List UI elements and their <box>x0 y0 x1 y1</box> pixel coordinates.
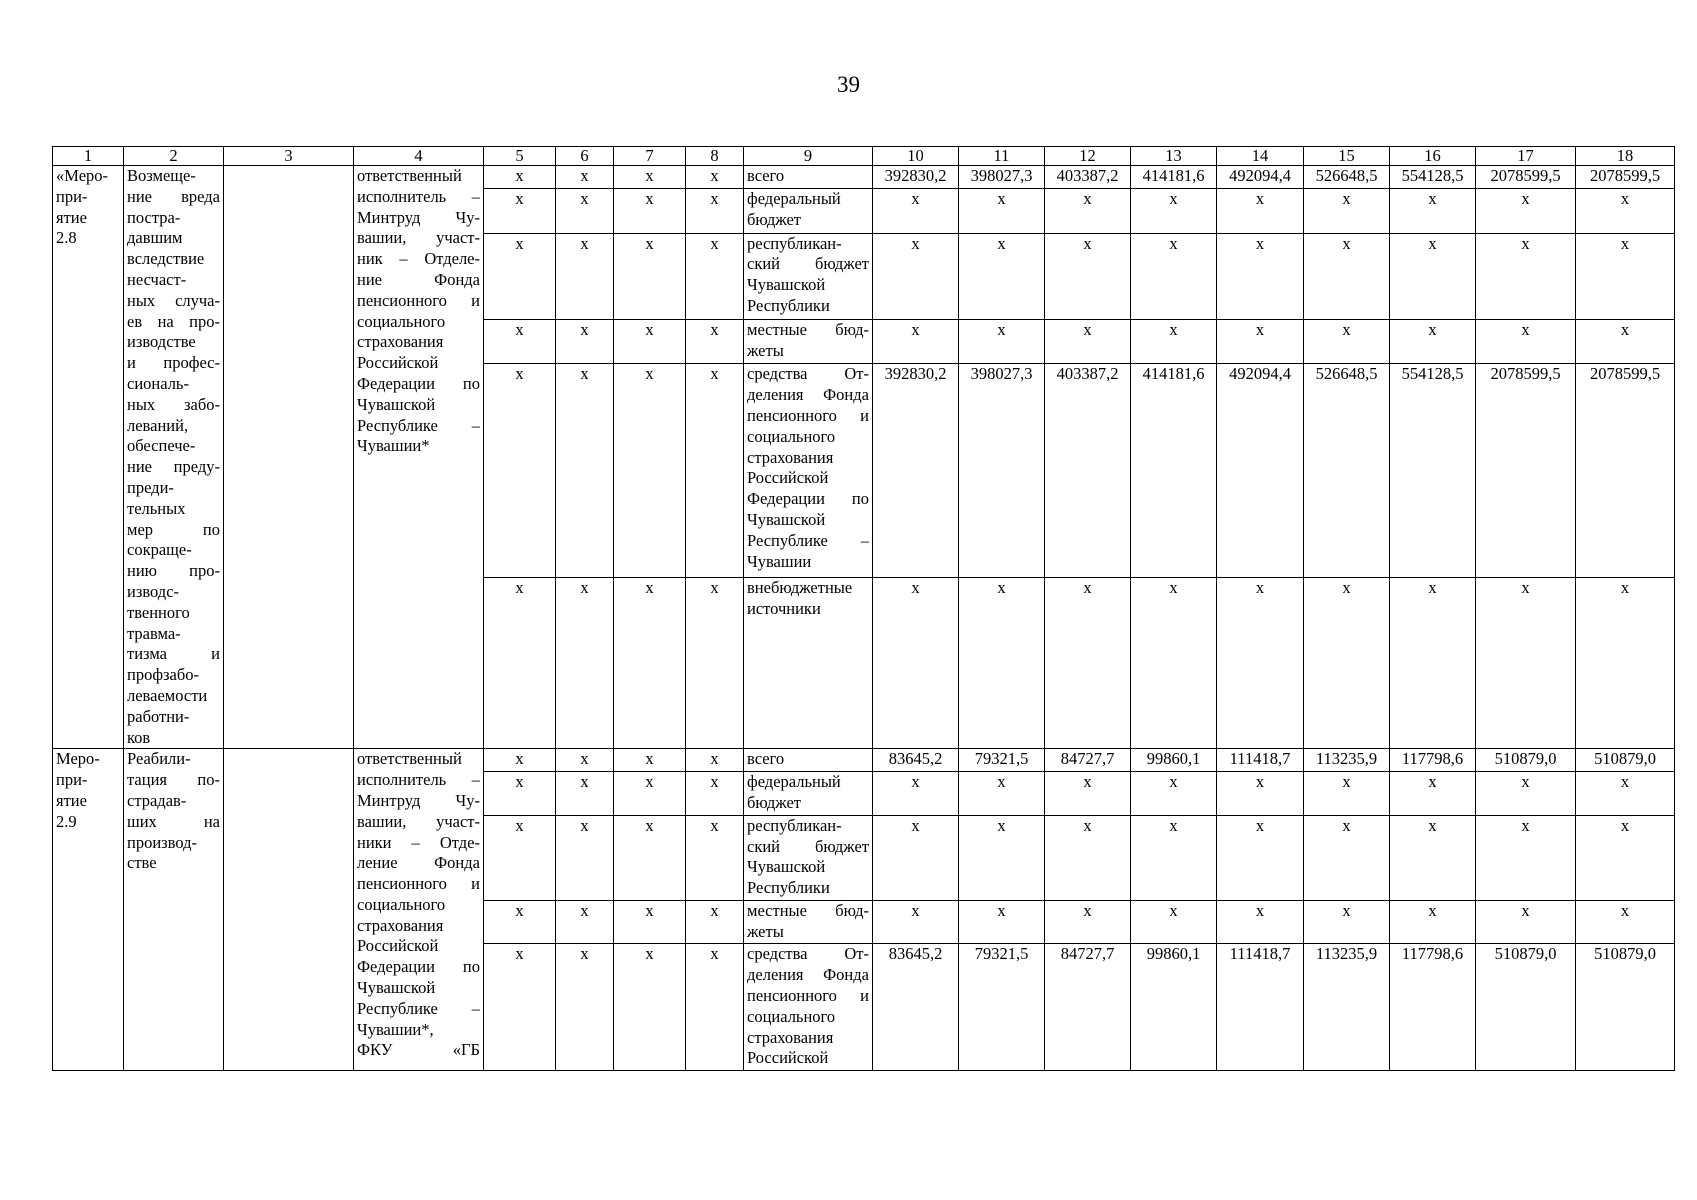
column-header: 4 <box>354 147 484 166</box>
code-cell: х <box>686 749 744 772</box>
empty-cell <box>224 166 354 749</box>
cell-line: леваемости <box>127 685 208 705</box>
value-cell: х <box>1390 900 1476 944</box>
column-header: 6 <box>556 147 614 166</box>
cell-line: 2.8 <box>56 228 77 248</box>
funding-source-cell <box>744 815 873 900</box>
code-cell: х <box>614 749 686 772</box>
cell-line: изводстве <box>127 332 196 352</box>
cell-line: страдав- <box>127 790 187 810</box>
cell-line: давшим <box>127 228 183 248</box>
value-cell: х <box>1304 578 1390 749</box>
value-cell: х <box>1045 320 1131 364</box>
column-header: 3 <box>224 147 354 166</box>
cell-line: обеспече- <box>127 436 196 456</box>
column-header: 9 <box>744 147 873 166</box>
column-header: 12 <box>1045 147 1131 166</box>
value-cell: х <box>1476 233 1576 320</box>
value-cell: х <box>873 233 959 320</box>
code-cell: х <box>614 364 686 578</box>
code-cell: х <box>686 815 744 900</box>
cell-line: исполнитель – <box>357 770 480 790</box>
value-cell: х <box>1390 772 1476 816</box>
cell-line: постра- <box>127 207 181 227</box>
value-cell: х <box>959 772 1045 816</box>
code-cell: х <box>556 900 614 944</box>
code-cell: х <box>484 166 556 189</box>
cell-line: пенсионного и <box>747 406 869 426</box>
cell-line: ление Фонда <box>357 853 480 873</box>
value-cell: 2078599,5 <box>1576 364 1675 578</box>
value-cell: х <box>1576 233 1675 320</box>
value-cell: х <box>1131 320 1217 364</box>
cell-line: пенсионного и <box>357 874 480 894</box>
cell-line: республикан- <box>747 815 842 835</box>
cell-line: вашии, участ- <box>357 228 480 248</box>
funding-source-cell <box>744 749 873 772</box>
value-cell: х <box>1476 189 1576 233</box>
cell-line: деления Фонда <box>747 385 869 405</box>
cell-line: ятие <box>56 207 87 227</box>
cell-line: ник – Отделе- <box>357 249 480 269</box>
value-cell: х <box>959 578 1045 749</box>
cell-line: ятие <box>56 790 87 810</box>
value-cell: 79321,5 <box>959 944 1045 1071</box>
cell-line: Реабили- <box>127 749 191 769</box>
code-cell: х <box>686 166 744 189</box>
value-cell: х <box>1045 578 1131 749</box>
cell-line: при- <box>56 186 88 206</box>
funding-source-cell <box>744 364 873 578</box>
code-cell: х <box>556 189 614 233</box>
value-cell: х <box>873 578 959 749</box>
cell-line: тизма и <box>127 644 220 664</box>
table-row <box>53 166 1675 189</box>
funding-source-cell <box>744 900 873 944</box>
cell-line: леваний, <box>127 415 189 435</box>
cell-line: ев на про- <box>127 311 220 331</box>
value-cell: 510879,0 <box>1576 749 1675 772</box>
cell-line: несчаст- <box>127 269 187 289</box>
cell-line: ние преду- <box>127 457 220 477</box>
value-cell: 398027,3 <box>959 364 1045 578</box>
measure-label-cell <box>53 166 124 749</box>
value-cell: х <box>959 189 1045 233</box>
cell-line: Минтруд Чу- <box>357 790 480 810</box>
column-header: 16 <box>1390 147 1476 166</box>
value-cell: 99860,1 <box>1131 944 1217 1071</box>
code-cell: х <box>556 233 614 320</box>
cell-line: сокраще- <box>127 540 192 560</box>
table-row <box>53 749 1675 772</box>
value-cell: х <box>873 189 959 233</box>
code-cell: х <box>556 320 614 364</box>
cell-line: тельных <box>127 498 186 518</box>
value-cell: х <box>1390 578 1476 749</box>
value-cell: х <box>1217 233 1304 320</box>
cell-line: нию про- <box>127 561 220 581</box>
value-cell: 117798,6 <box>1390 749 1476 772</box>
value-cell: х <box>873 772 959 816</box>
cell-line: местные бюд- <box>747 900 869 920</box>
funding-source-cell <box>744 578 873 749</box>
cell-line: производ- <box>127 832 198 852</box>
cell-line: ных забо- <box>127 394 220 414</box>
cell-line: ответственный <box>357 749 462 769</box>
value-cell: 99860,1 <box>1131 749 1217 772</box>
code-cell: х <box>614 578 686 749</box>
column-header: 18 <box>1576 147 1675 166</box>
funding-source-cell <box>744 944 873 1071</box>
value-cell: х <box>1304 320 1390 364</box>
cell-line: федеральный <box>747 189 841 209</box>
cell-line: Республики <box>747 295 830 315</box>
measure-label-cell <box>53 749 124 1071</box>
cell-line: ков <box>127 727 151 747</box>
cell-line: жеты <box>747 340 784 360</box>
cell-line: ники – Отде- <box>357 832 480 852</box>
responsible-cell <box>354 749 484 1071</box>
value-cell: х <box>1390 320 1476 364</box>
value-cell: 111418,7 <box>1217 944 1304 1071</box>
value-cell: 79321,5 <box>959 749 1045 772</box>
code-cell: х <box>686 320 744 364</box>
value-cell: 510879,0 <box>1476 749 1576 772</box>
value-cell: х <box>1131 772 1217 816</box>
value-cell: 2078599,5 <box>1476 166 1576 189</box>
budget-table <box>52 146 1675 1071</box>
cell-line: 2.9 <box>56 811 77 831</box>
cell-line: Российской <box>357 353 439 373</box>
code-cell: х <box>614 320 686 364</box>
value-cell: 2078599,5 <box>1476 364 1576 578</box>
value-cell: х <box>873 815 959 900</box>
value-cell: х <box>959 320 1045 364</box>
code-cell: х <box>614 900 686 944</box>
value-cell: 83645,2 <box>873 944 959 1071</box>
cell-line: страхования <box>747 447 834 467</box>
value-cell: 414181,6 <box>1131 364 1217 578</box>
funding-source-cell <box>744 189 873 233</box>
cell-line: социального <box>357 311 446 331</box>
value-cell: х <box>1304 772 1390 816</box>
code-cell: х <box>484 189 556 233</box>
value-cell: 392830,2 <box>873 364 959 578</box>
cell-line: исполнитель – <box>357 186 480 206</box>
value-cell: х <box>1304 189 1390 233</box>
value-cell: 403387,2 <box>1045 166 1131 189</box>
cell-line: пенсионного и <box>357 290 480 310</box>
cell-line: травма- <box>127 623 181 643</box>
value-cell: х <box>873 320 959 364</box>
value-cell: х <box>1045 900 1131 944</box>
cell-line: Российской <box>747 1048 829 1068</box>
cell-line: средства От- <box>747 944 869 964</box>
code-cell: х <box>614 166 686 189</box>
value-cell: 403387,2 <box>1045 364 1131 578</box>
value-cell: х <box>1217 320 1304 364</box>
cell-line: Чувашской <box>747 510 826 530</box>
value-cell: 83645,2 <box>873 749 959 772</box>
cell-line: социального <box>747 1006 836 1026</box>
cell-line: работни- <box>127 706 190 726</box>
value-cell: х <box>1304 900 1390 944</box>
cell-line: профзабо- <box>127 665 200 685</box>
funding-source-cell <box>744 233 873 320</box>
value-cell: х <box>1045 815 1131 900</box>
cell-line: ответственный <box>357 166 462 185</box>
value-cell: х <box>1576 900 1675 944</box>
value-cell: х <box>1131 815 1217 900</box>
cell-line: Российской <box>747 468 829 488</box>
code-cell: х <box>484 364 556 578</box>
value-cell: х <box>1217 189 1304 233</box>
cell-line: «Меро- <box>56 166 109 185</box>
value-cell: х <box>1390 189 1476 233</box>
cell-line: социального <box>747 426 836 446</box>
cell-line: Федерации по <box>357 373 480 393</box>
value-cell: х <box>1576 320 1675 364</box>
code-cell: х <box>484 320 556 364</box>
code-cell: х <box>686 944 744 1071</box>
cell-line: при- <box>56 770 88 790</box>
value-cell: х <box>1131 900 1217 944</box>
funding-source-cell <box>744 166 873 189</box>
value-cell: х <box>959 815 1045 900</box>
value-cell: х <box>1576 189 1675 233</box>
value-cell: 113235,9 <box>1304 749 1390 772</box>
cell-line: бюджет <box>747 792 801 812</box>
cell-line: Республике – <box>747 530 869 550</box>
cell-line: Федерации по <box>357 957 480 977</box>
code-cell: х <box>614 772 686 816</box>
cell-line: тация по- <box>127 770 220 790</box>
value-cell: 113235,9 <box>1304 944 1390 1071</box>
value-cell: 392830,2 <box>873 166 959 189</box>
cell-line: Чувашской <box>747 275 826 295</box>
code-cell: х <box>556 772 614 816</box>
value-cell: х <box>1131 578 1217 749</box>
cell-line: Минтруд Чу- <box>357 207 480 227</box>
measure-name-cell <box>124 166 224 749</box>
code-cell: х <box>556 166 614 189</box>
value-cell: 554128,5 <box>1390 364 1476 578</box>
cell-line: Чувашской <box>747 857 826 877</box>
column-header: 7 <box>614 147 686 166</box>
value-cell: х <box>1576 815 1675 900</box>
code-cell: х <box>686 900 744 944</box>
value-cell: х <box>1476 900 1576 944</box>
column-header: 13 <box>1131 147 1217 166</box>
cell-line: республикан- <box>747 233 842 253</box>
cell-line: страхования <box>357 332 444 352</box>
code-cell: х <box>614 944 686 1071</box>
header-row <box>53 147 1675 166</box>
cell-line: деления Фонда <box>747 965 869 985</box>
value-cell: х <box>1304 233 1390 320</box>
value-cell: 398027,3 <box>959 166 1045 189</box>
funding-source-cell <box>744 772 873 816</box>
funding-source-cell <box>744 320 873 364</box>
value-cell: х <box>959 900 1045 944</box>
cell-line: Чувашии <box>747 551 812 571</box>
cell-line: страхования <box>747 1027 834 1047</box>
cell-line: источники <box>747 598 821 618</box>
column-header: 14 <box>1217 147 1304 166</box>
cell-line: Возмеще- <box>127 166 196 185</box>
value-cell: х <box>1576 772 1675 816</box>
code-cell: х <box>556 364 614 578</box>
cell-line: Российской <box>357 936 439 956</box>
responsible-cell <box>354 166 484 749</box>
cell-line: ФКУ «ГБ <box>357 1040 480 1060</box>
page-number: 39 <box>837 72 860 97</box>
code-cell: х <box>614 815 686 900</box>
cell-line: всего <box>747 749 785 769</box>
value-cell: х <box>1576 578 1675 749</box>
code-cell: х <box>614 189 686 233</box>
value-cell: 510879,0 <box>1476 944 1576 1071</box>
cell-line: вследствие <box>127 249 205 269</box>
column-header: 15 <box>1304 147 1390 166</box>
cell-line: изводс- <box>127 581 180 601</box>
value-cell: 414181,6 <box>1131 166 1217 189</box>
cell-line: Чувашии*, <box>357 1019 434 1039</box>
cell-line: федеральный <box>747 772 841 792</box>
cell-line: вашии, участ- <box>357 811 480 831</box>
cell-line: внебюджетные <box>747 578 853 598</box>
value-cell: х <box>1131 233 1217 320</box>
value-cell: 84727,7 <box>1045 749 1131 772</box>
cell-line: Федерации по <box>747 489 869 509</box>
cell-line: мер по <box>127 519 220 539</box>
code-cell: х <box>686 233 744 320</box>
column-header: 2 <box>124 147 224 166</box>
cell-line: сиональ- <box>127 373 189 393</box>
value-cell: 492094,4 <box>1217 364 1304 578</box>
value-cell: х <box>1304 815 1390 900</box>
value-cell: х <box>1217 815 1304 900</box>
cell-line: ние Фонда <box>357 269 480 289</box>
cell-line: Чувашской <box>357 978 436 998</box>
value-cell: х <box>1476 772 1576 816</box>
code-cell: х <box>556 578 614 749</box>
code-cell: х <box>686 578 744 749</box>
cell-line: ский бюджет <box>747 254 869 274</box>
cell-line: Республике – <box>357 998 480 1018</box>
cell-line: ных случа- <box>127 290 220 310</box>
cell-line: всего <box>747 166 785 185</box>
cell-line: и профес- <box>127 353 220 373</box>
cell-line: преди- <box>127 477 174 497</box>
cell-line: пенсионного и <box>747 986 869 1006</box>
value-cell: х <box>1217 578 1304 749</box>
column-header: 1 <box>53 147 124 166</box>
cell-line: Республике – <box>357 415 480 435</box>
measure-name-cell <box>124 749 224 1071</box>
cell-line: Меро- <box>56 749 100 769</box>
cell-line: Республики <box>747 878 830 898</box>
value-cell: х <box>1476 578 1576 749</box>
value-cell: 526648,5 <box>1304 364 1390 578</box>
value-cell: 492094,4 <box>1217 166 1304 189</box>
code-cell: х <box>484 578 556 749</box>
value-cell: 111418,7 <box>1217 749 1304 772</box>
value-cell: х <box>959 233 1045 320</box>
code-cell: х <box>484 900 556 944</box>
value-cell: х <box>1390 233 1476 320</box>
value-cell: х <box>1045 189 1131 233</box>
code-cell: х <box>556 944 614 1071</box>
cell-line: ние вреда <box>127 186 220 206</box>
empty-cell <box>224 749 354 1071</box>
column-header: 11 <box>959 147 1045 166</box>
cell-line: страхования <box>357 915 444 935</box>
code-cell: х <box>484 772 556 816</box>
value-cell: 554128,5 <box>1390 166 1476 189</box>
cell-line: жеты <box>747 921 784 941</box>
cell-line: средства От- <box>747 364 869 384</box>
cell-line: ский бюджет <box>747 836 869 856</box>
value-cell: 526648,5 <box>1304 166 1390 189</box>
value-cell: 510879,0 <box>1576 944 1675 1071</box>
value-cell: х <box>1217 772 1304 816</box>
cell-line: Чувашской <box>357 394 436 414</box>
code-cell: х <box>556 815 614 900</box>
value-cell: х <box>1476 320 1576 364</box>
value-cell: х <box>1045 233 1131 320</box>
value-cell: х <box>1217 900 1304 944</box>
code-cell: х <box>484 815 556 900</box>
column-header: 10 <box>873 147 959 166</box>
value-cell: 117798,6 <box>1390 944 1476 1071</box>
code-cell: х <box>556 749 614 772</box>
code-cell: х <box>686 189 744 233</box>
value-cell: х <box>1476 815 1576 900</box>
value-cell: х <box>873 900 959 944</box>
cell-line: бюджет <box>747 209 801 229</box>
code-cell: х <box>484 749 556 772</box>
cell-line: социального <box>357 894 446 914</box>
column-header: 8 <box>686 147 744 166</box>
cell-line: местные бюд- <box>747 320 869 340</box>
code-cell: х <box>484 944 556 1071</box>
table-body <box>53 147 1675 1071</box>
value-cell: х <box>1390 815 1476 900</box>
cell-line: ших на <box>127 811 220 831</box>
code-cell: х <box>614 233 686 320</box>
value-cell: х <box>1131 189 1217 233</box>
value-cell: 2078599,5 <box>1576 166 1675 189</box>
column-header: 17 <box>1476 147 1576 166</box>
code-cell: х <box>686 364 744 578</box>
cell-line: стве <box>127 853 157 873</box>
column-header: 5 <box>484 147 556 166</box>
cell-line: Чувашии* <box>357 436 430 456</box>
code-cell: х <box>686 772 744 816</box>
value-cell: х <box>1045 772 1131 816</box>
cell-line: твенного <box>127 602 190 622</box>
code-cell: х <box>484 233 556 320</box>
value-cell: 84727,7 <box>1045 944 1131 1071</box>
